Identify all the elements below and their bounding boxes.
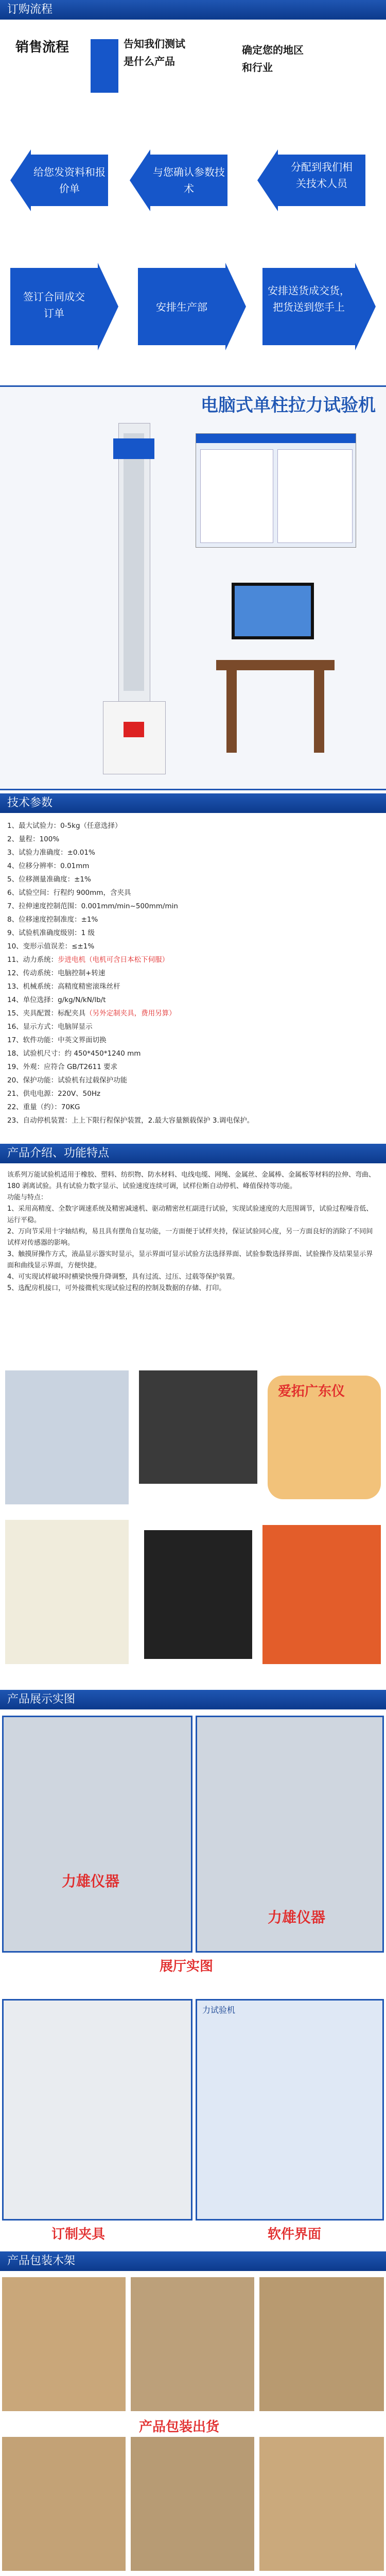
param-line: 3、试验力准确度：±0.01% [7, 849, 95, 857]
machine-image [103, 423, 165, 773]
intro-point: 1、采用高精度、全数字调速系统及精密减速机、驱动精密丝杠副进行试验，实现试验速度的大范围调节，试验过程噪音低、运行平稳。 [7, 1205, 373, 1224]
packing-images [0, 2277, 386, 2571]
flow-step-text: 告知我们测试是什么产品 [124, 38, 185, 67]
param-line: 4、位移分辨率：0.01mm [7, 862, 90, 870]
param-line: 19、外观：应符合 GB/T2611 要求 [7, 1063, 118, 1071]
computer-desk-image [216, 583, 335, 753]
sample-images [0, 1370, 386, 1700]
param-line: 17、软件功能：中英文界面切换 [7, 1036, 107, 1044]
param-line: 20、保护功能：试验机有过载保护功能 [7, 1076, 128, 1084]
flow-step-produce-label: 安排生产部 [156, 301, 207, 313]
params-list [0, 819, 386, 1139]
product-banner [0, 385, 386, 790]
display-images [0, 1716, 386, 1984]
intro-heading: 功能与特点： [7, 1194, 48, 1201]
flow-step-assign-label: 分配到我们相关技术人员 [291, 161, 353, 190]
flow-arrow-head-7 [355, 263, 376, 350]
crate-image-4 [2, 2437, 126, 2571]
intro-paragraph: 该系列万能试验机适用于橡胶、塑料、纺织物、防水材料、电线电缆、网绳、金属丝、金属棒、金属板等材料的拉伸、弯曲、180 剥离试验。具有试验力数字显示、试验速度连续可调，试样位断自动停机、峰值保持等功能。 [7, 1171, 376, 1190]
flow-step-contract-label: 签订合同成交订单 [23, 291, 85, 319]
param-line: 7、拉伸速度控制范围：0.001mm/min~500mm/min [7, 902, 178, 910]
sample-cables-image [5, 1370, 129, 1504]
flow-step-region [237, 37, 314, 94]
showroom-image-left [2, 1716, 192, 1953]
flow-arrow-head-3 [130, 149, 150, 211]
sample-necklace-image [5, 1520, 129, 1664]
section-header-display: 产品展示实图 [0, 1690, 386, 1709]
crate-image-1 [2, 2277, 126, 2411]
intro-point: 2、万向节采用十字轴结构，易且具有摆角自复功能，一方面便于试样夹持，保证试验同心度，另一方面良好的消除了不同间试样对传感器的影响。 [7, 1228, 373, 1247]
crate-image-5 [131, 2437, 254, 2571]
software-ui-image [196, 1999, 384, 2221]
intro-point: 3、触摸屏操作方式，液晶显示器实时显示，显示界面可显示试验方法选择界面、试验参数选择界面、试验操作及结果显示界面和曲线显示界面，方便快捷。 [7, 1250, 373, 1269]
param-line: 2、量程：100% [7, 835, 60, 843]
param-line: 13、机械系统：高精度精密滚珠丝杆 [7, 982, 120, 991]
param-motor-red: 步进电机（电机可含日本松下伺服） [58, 956, 169, 964]
section-header-intro: 产品介绍、功能特点 [0, 1144, 386, 1163]
software-caption: 软件界面 [268, 2227, 322, 2242]
crate-image-3 [259, 2277, 384, 2411]
packing-caption: 产品包装出货 [139, 2419, 220, 2435]
display-caption: 展厅实图 [160, 1959, 214, 1974]
banner-title: 电脑式单柱拉力试验机 [201, 395, 376, 416]
intro-text [7, 1170, 379, 1294]
param-line: 8、位移速度控制准度：±1% [7, 916, 98, 924]
param-line: 5、位移测量准确度：±1% [7, 875, 91, 884]
watermark-left: 力雄仪器 [62, 1873, 120, 1890]
flow-arrow-head-2 [10, 149, 31, 211]
param-line: 23、自动停机装置：上上下限行程保护装置，2.最大容量额载保护 3.调电保护。 [7, 1116, 254, 1125]
intro-point: 4、可实现试样破坏时横梁快慢升降调整，具有过流、过压、过载等保护装置。 [7, 1273, 239, 1281]
sample-fabric-image [262, 1525, 381, 1664]
flow-arrow-head-4 [257, 149, 278, 211]
param-fixture-red: （另外定制夹具，费用另算） [85, 1009, 176, 1018]
sample-buckle-image [144, 1530, 252, 1659]
software-screenshot [196, 433, 356, 548]
param-line: 1、最大试验力：0-5kg（任意选择） [7, 822, 122, 830]
sample-rubber-image [139, 1370, 257, 1484]
param-line: 21、供电电源：220V、50Hz [7, 1090, 101, 1098]
mascot-caption: 爱拓广东仪 [278, 1384, 345, 1399]
flow-step-text: 销售流程 [15, 40, 69, 55]
param-line: 10、变形示值误差：≤±1% [7, 942, 95, 951]
section-header-params: 技术参数 [0, 793, 386, 813]
crate-image-2 [131, 2277, 254, 2411]
param-line: 14、单位选择：g/kg/N/kN/lb/t [7, 996, 106, 1004]
fixture-caption: 订制夹具 [51, 2227, 106, 2242]
param-line: 16、显示方式：电脑屏显示 [7, 1023, 93, 1031]
intro-point: 5、选配房机接口，可外接微机实现试验过程的控制及数据的存储、打印。 [7, 1284, 226, 1292]
param-line: 9、试验机准确度级别：1 级 [7, 929, 95, 937]
param-line: 22、重量（约）：70KG [7, 1103, 80, 1111]
crate-image-6 [259, 2437, 384, 2571]
fixtures-grid-image [2, 1999, 192, 2221]
flow-arrow-head-6 [225, 263, 246, 350]
flow-step-text: 确定您的地区和行业 [242, 44, 304, 74]
section-header-order: 订购流程 [0, 0, 386, 20]
flow-step-confirm-label: 与您确认参数技术 [153, 166, 225, 195]
flow-step-sales [10, 32, 76, 99]
software-title: 力试验机 [202, 2005, 236, 2015]
param-line: 12、传动系统：电脑控制+转速 [7, 969, 106, 977]
watermark-right: 力雄仪器 [268, 1909, 326, 1926]
param-line: 6、试验空间：行程约 900mm，含夹具 [7, 889, 131, 897]
param-line: 11、动力系统：步进电机（电机可含日本松下伺服） [7, 956, 169, 964]
section-header-packing: 产品包装木架 [0, 2251, 386, 2271]
param-line: 18、试验机尺寸：约 450*450*1240 mm [7, 1049, 141, 1058]
fixture-software-row [0, 1999, 386, 2241]
flow-step-quote-label: 给您发资料和报价单 [33, 166, 106, 195]
param-line: 15、夹具配置：标配夹具（另外定制夹具，费用另算） [7, 1009, 176, 1018]
flow-arrow-head-5 [98, 263, 118, 350]
flow-step-tell [118, 31, 196, 103]
flow-step-deliver-label: 安排送货成交货，把货送到您手上 [268, 284, 350, 313]
